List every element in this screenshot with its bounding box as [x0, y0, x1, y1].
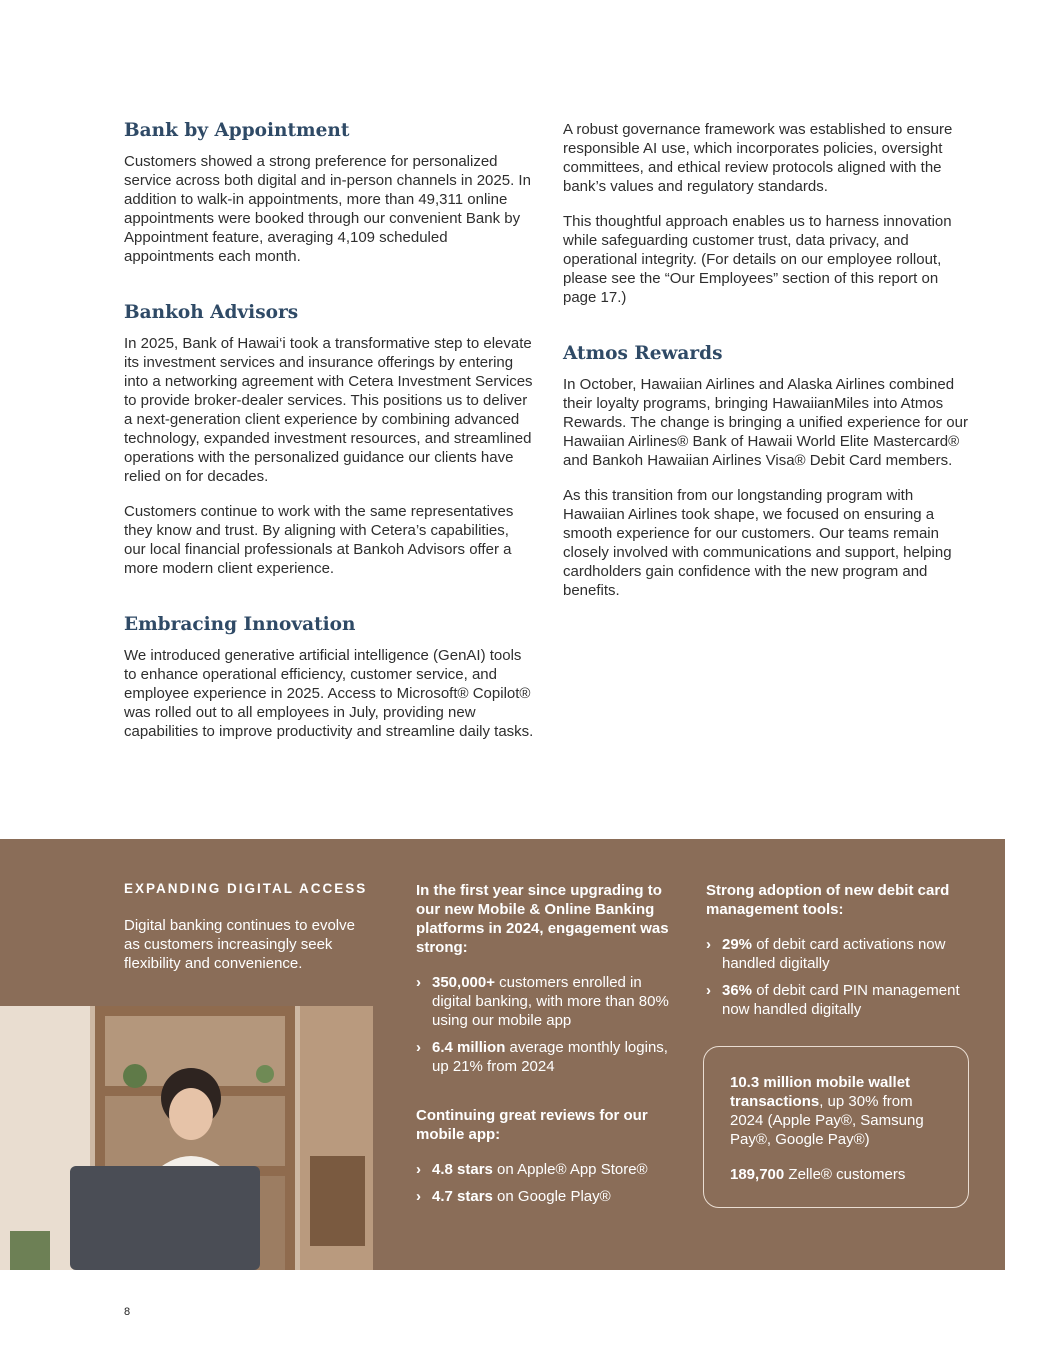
- governance-body-2: This thoughtful approach enables us to harness innovation while safeguarding customer trust, data privacy, and operational integrity. (For details on our employee rollout, please see the “Our Employees” section of this report on page 17.): [563, 213, 952, 306]
- bank-by-appointment-body: Customers showed a strong preference for personalized service across both digital and in-person channels in 2025. In addition to walk-in appointments, more than 49,311 online appointments were booked through our convenient Bank by Appointment feature, averaging 4,109 scheduled appointments each month.: [124, 153, 531, 265]
- bank-by-appointment-heading: Bank by Appointment: [124, 120, 350, 141]
- stats-callout-box: [703, 1046, 969, 1208]
- list-item-bold: 4.8 stars: [432, 1161, 493, 1178]
- debit-tools-block: [706, 881, 976, 1033]
- bankoh-advisors-heading: Bankoh Advisors: [124, 302, 299, 323]
- bankoh-advisors-body-2: Customers continue to work with the same representatives they know and trust. By aligning with Cetera’s capabilities, our local financial professionals at Bankoh Advisors offer a more modern client experience.: [124, 503, 514, 577]
- chevron-right-icon: ›: [416, 1161, 421, 1178]
- list-item-bold: 29%: [722, 936, 753, 953]
- list-item: [416, 973, 681, 1030]
- list-item-text: of debit card PIN management now handled digitally: [722, 982, 960, 1018]
- embracing-innovation-heading: Embracing Innovation: [124, 614, 356, 635]
- chevron-right-icon: ›: [706, 982, 711, 999]
- list-item-bold: 350,000+: [432, 974, 495, 991]
- photo-illustration: [0, 1006, 373, 1270]
- list-item-bold: 36%: [722, 982, 753, 999]
- left-column: [124, 119, 534, 757]
- list-item-text: of debit card activations now handled digitally: [722, 936, 946, 972]
- mobile-wallet-stat-text: , up 30% from 2024 (Apple Pay®, Samsung Pay®, Google Pay®): [730, 1093, 924, 1148]
- list-item: [416, 1038, 681, 1076]
- list-item-text: customers enrolled in digital banking, with more than 80% using our mobile app: [432, 974, 669, 1029]
- chevron-right-icon: ›: [416, 974, 421, 991]
- debit-tools-heading: Strong adoption of new debit card management tools:: [706, 882, 950, 918]
- list-item-text: average monthly logins, up 21% from 2024: [432, 1039, 668, 1075]
- banner-intro-block: [124, 879, 374, 973]
- engagement-list: [416, 973, 681, 1076]
- digital-access-banner: [0, 839, 1005, 1270]
- woman-with-laptop-photo: [0, 1006, 373, 1270]
- reviews-list: [416, 1160, 681, 1206]
- zelle-stat: [730, 1165, 948, 1184]
- atmos-rewards-heading: Atmos Rewards: [563, 343, 723, 364]
- chevron-right-icon: ›: [706, 936, 711, 953]
- atmos-rewards-body-1: In October, Hawaiian Airlines and Alaska Airlines combined their loyalty programs, bringing HawaiianMiles into Atmos Rewards. The change is bringing a unified experience for our Hawaiian Airlines® Bank of Hawaii World Elite Mastercard® and Bankoh Hawaiian Airlines Visa® Debit Card members.: [563, 376, 968, 469]
- bankoh-advisors-body-1: In 2025, Bank of Hawai‘i took a transformative step to elevate its investment services and insurance offerings by entering into a networking agreement with Cetera Investment Services to provide broker-dealer services. This positions us to deliver a next-generation client experience by combining advanced technology, expanded investment resources, and streamlined operations with the personalized guidance our clients have relied on for decades.: [124, 335, 533, 485]
- list-item: [416, 1160, 681, 1179]
- right-column: [563, 120, 973, 616]
- engagement-block: [416, 881, 681, 1220]
- list-item: [416, 1187, 681, 1206]
- zelle-stat-text: Zelle® customers: [784, 1166, 906, 1183]
- list-item-bold: 4.7 stars: [432, 1188, 493, 1205]
- zelle-stat-bold: 189,700: [730, 1166, 785, 1183]
- list-item-text: on Google Play®: [492, 1188, 611, 1205]
- chevron-right-icon: ›: [416, 1188, 421, 1205]
- mobile-wallet-stat-bold: 10.3 million mobile wallet transactions: [730, 1074, 911, 1110]
- governance-body-1: A robust governance framework was established to ensure responsible AI use, which incorporates policies, oversight committees, and ethical review protocols aligned with the bank’s values and regulatory standards.: [563, 121, 953, 195]
- banner-eyebrow: EXPANDING DIGITAL ACCESS: [124, 881, 368, 896]
- chevron-right-icon: ›: [416, 1039, 421, 1056]
- list-item-bold: 6.4 million: [432, 1039, 506, 1056]
- page-number: 8: [124, 1306, 131, 1318]
- mobile-wallet-stat: [730, 1073, 948, 1149]
- engagement-heading: In the first year since upgrading to our new Mobile & Online Banking platforms in 2024, engagement was strong:: [416, 882, 669, 956]
- list-item: [706, 935, 976, 973]
- list-item: [706, 981, 976, 1019]
- list-item-text: on Apple® App Store®: [492, 1161, 648, 1178]
- embracing-innovation-body: We introduced generative artificial intelligence (GenAI) tools to enhance operational efficiency, customer service, and employee experience in 2025. Access to Microsoft® Copilot® was rolled out to all employees in July, providing new capabilities to improve productivity and streamline daily tasks.: [124, 647, 534, 740]
- reviews-heading: Continuing great reviews for our mobile app:: [416, 1107, 648, 1143]
- banner-intro-text: Digital banking continues to evolve as customers increasingly seek flexibility and convenience.: [124, 917, 355, 972]
- debit-tools-list: [706, 935, 976, 1019]
- atmos-rewards-body-2: As this transition from our longstanding program with Hawaiian Airlines took shape, we focused on ensuring a smooth experience for our customers. Our teams remain closely involved with communications and support, helping cardholders gain confidence with the new program and benefits.: [563, 487, 952, 599]
